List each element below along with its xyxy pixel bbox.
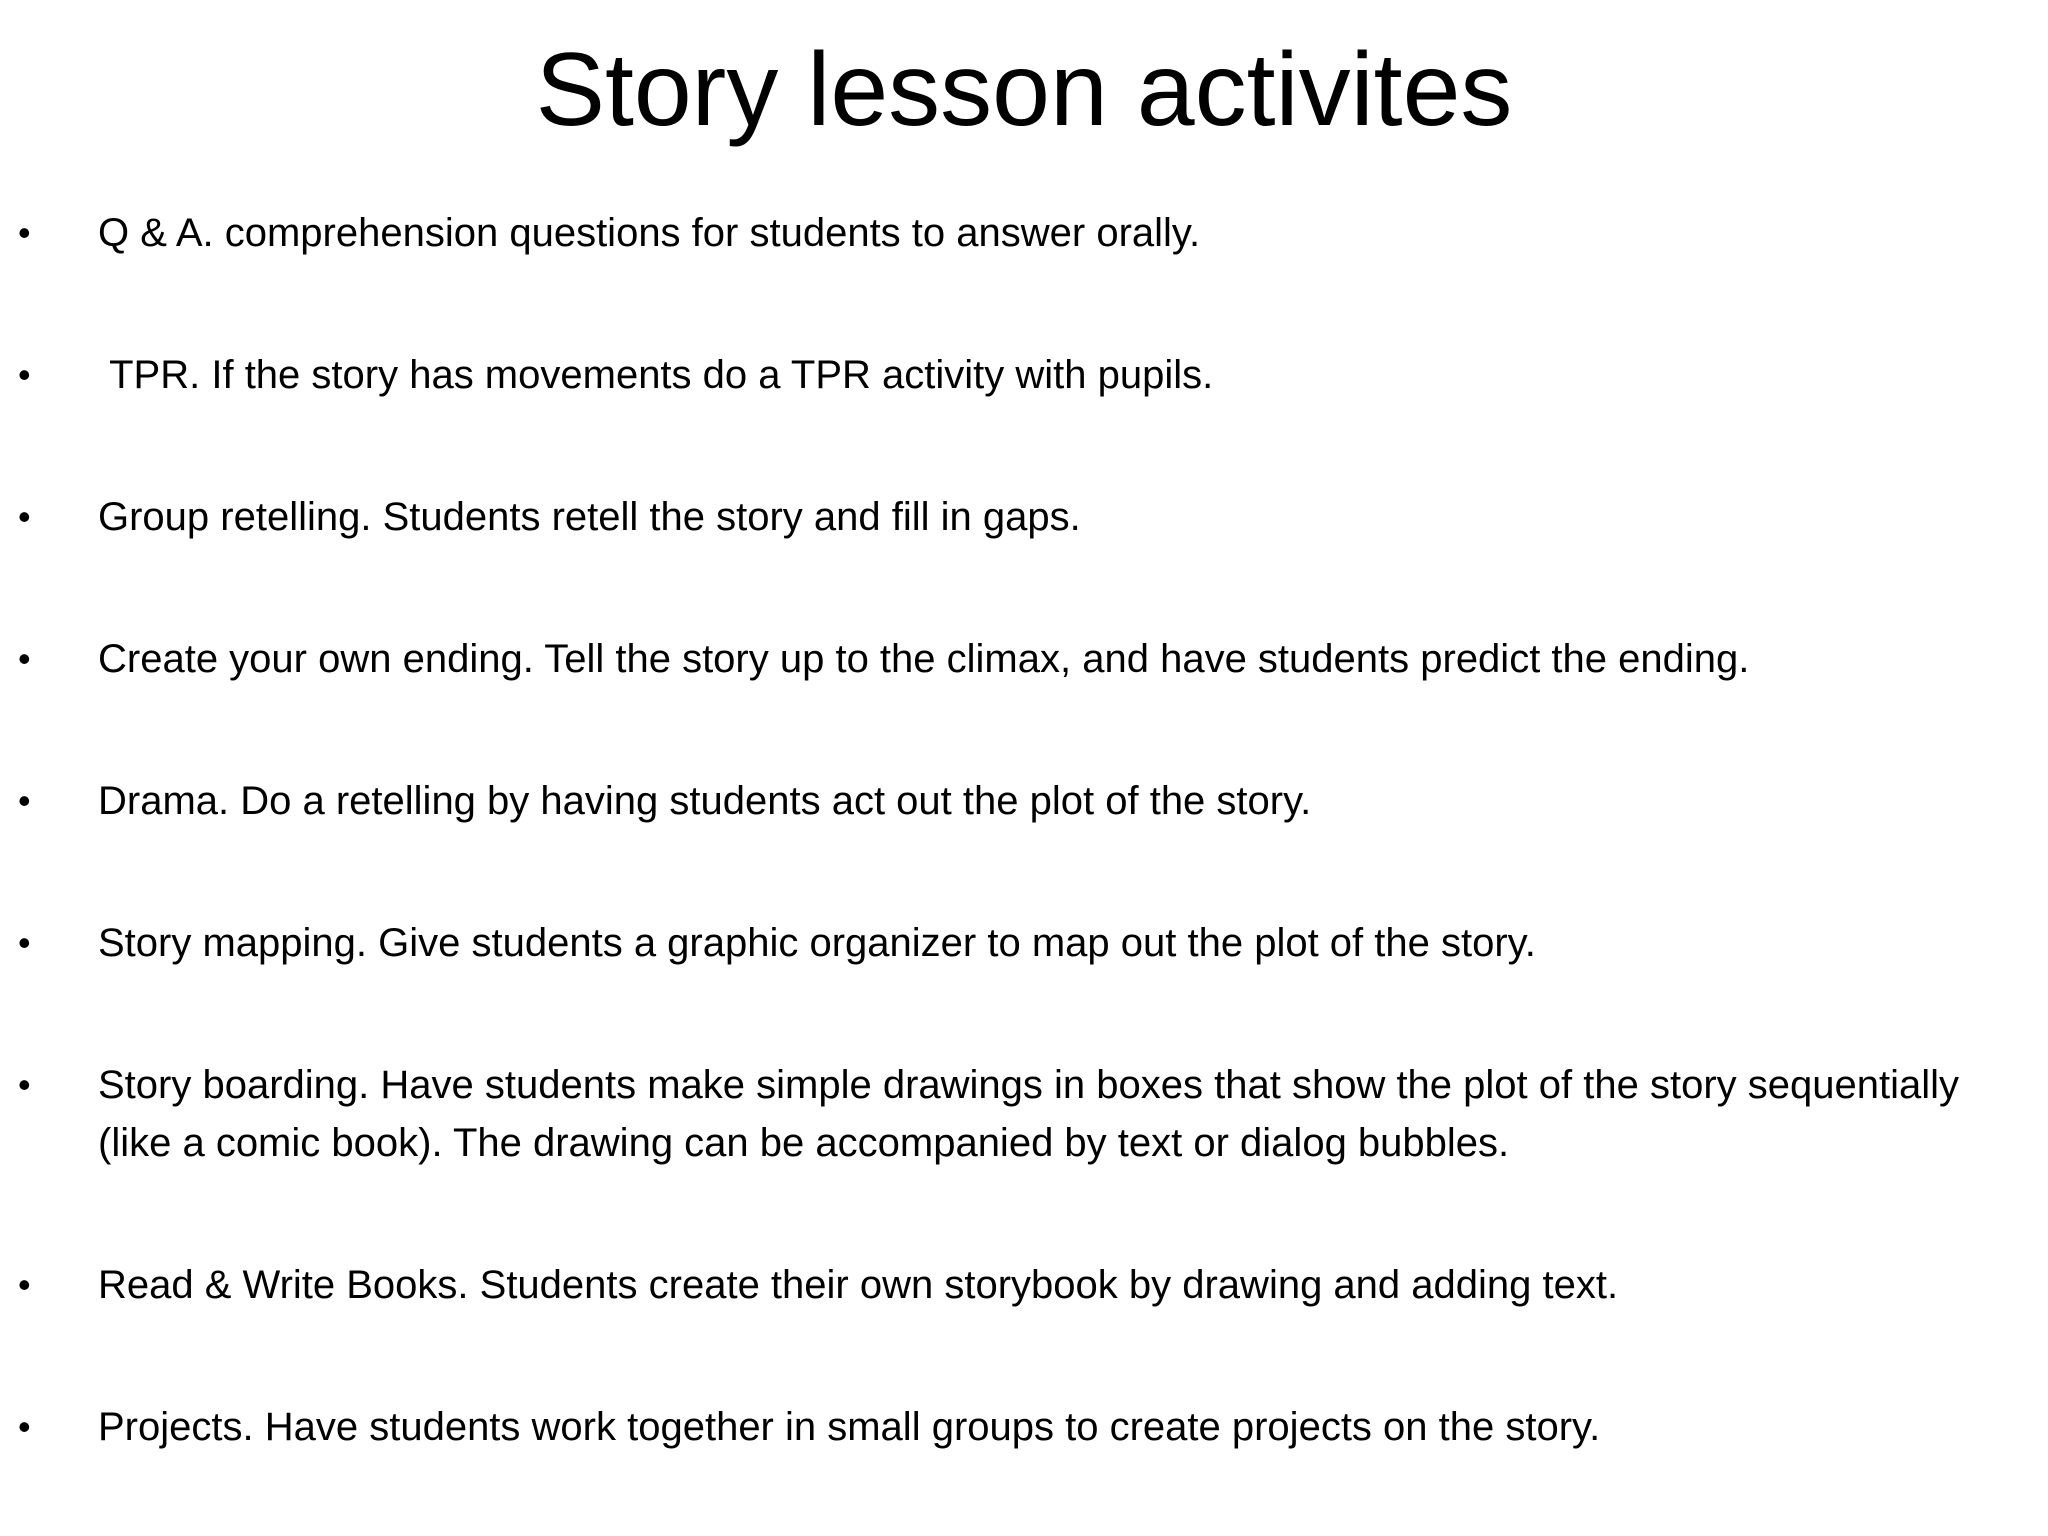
bullet-text: Create your own ending. Tell the story up to the climax, and have students predict the ending. (98, 637, 1750, 681)
bullet-text: Story boarding. Have students make simple drawings in boxes that show the plot of the story sequentially (like a comic book). The drawing can be accompanied by text or dialog bubbles. (98, 1063, 1971, 1165)
bullet-icon: • (18, 638, 31, 679)
bullet-icon: • (18, 212, 31, 253)
bullet-icon: • (18, 354, 31, 395)
bullet-text: TPR. If the story has movements do a TPR activity with pupils. (98, 353, 1214, 397)
bullet-icon: • (18, 1064, 31, 1105)
bullet-icon: • (18, 496, 31, 537)
bullet-icon: • (18, 780, 31, 821)
bullet-text: Story mapping. Give students a graphic organizer to map out the plot of the story. (98, 921, 1536, 965)
bullet-icon: • (18, 1264, 31, 1305)
bullet-text: Projects. Have students work together in small groups to create projects on the story. (98, 1405, 1601, 1449)
bullet-text: Drama. Do a retelling by having students act out the plot of the story. (98, 779, 1312, 823)
bullet-text: Read & Write Books. Students create their own storybook by drawing and adding text. (98, 1263, 1619, 1307)
bullet-icon: • (18, 1406, 31, 1447)
bullet-text: Group retelling. Students retell the story and fill in gaps. (98, 495, 1081, 539)
slide-title: Story lesson activites (535, 32, 1513, 148)
bullet-text: Q & A. comprehension questions for students to answer orally. (98, 211, 1201, 255)
bullet-icon: • (18, 922, 31, 963)
